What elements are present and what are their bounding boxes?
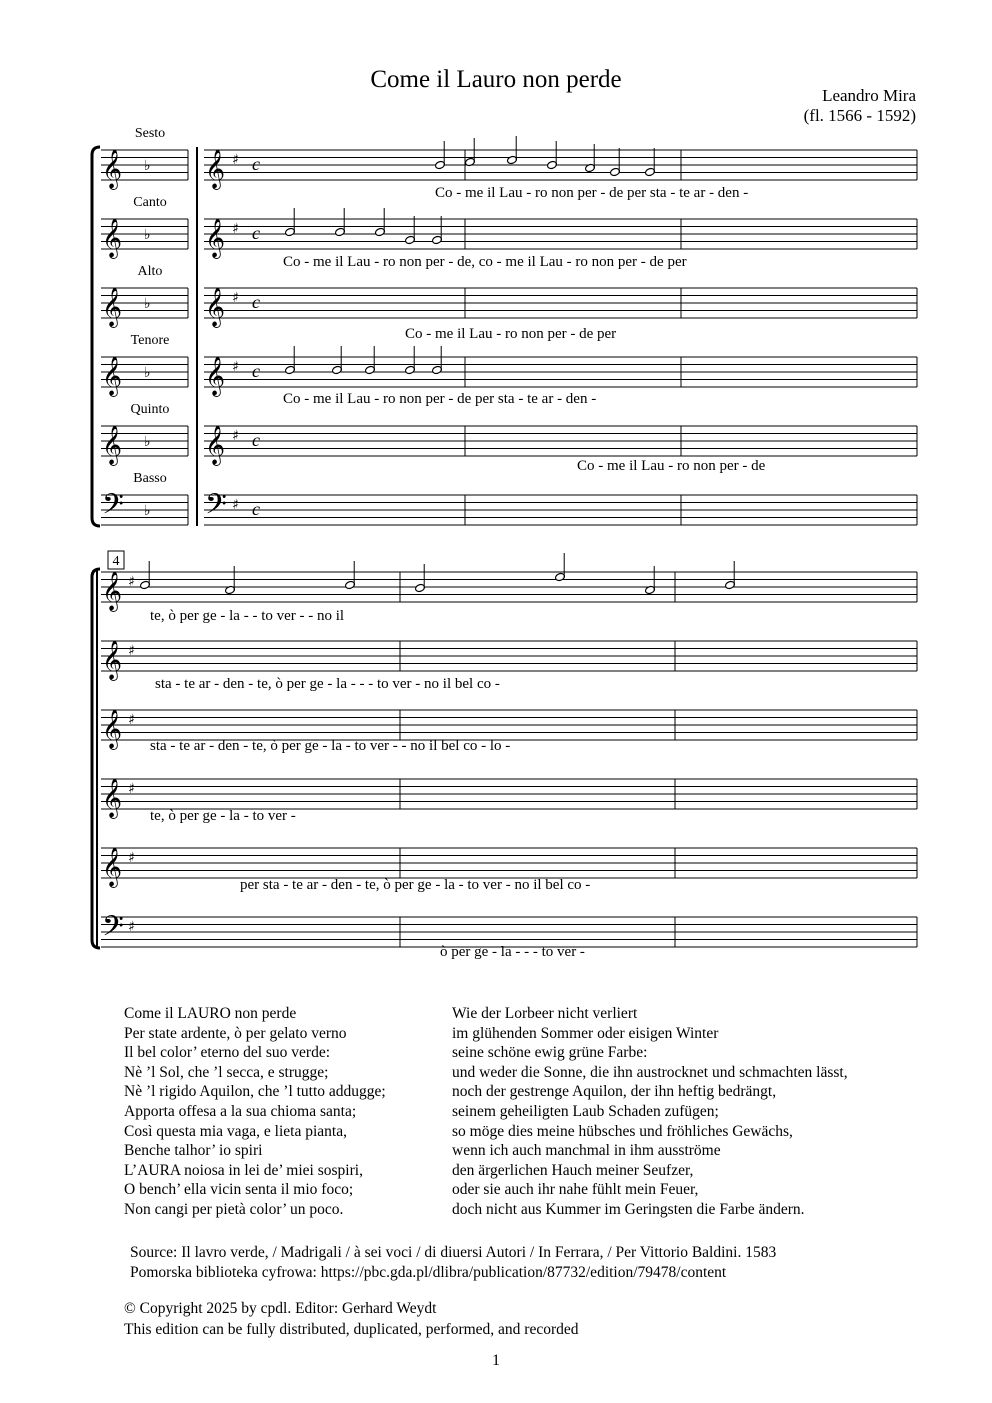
lyric-line: te, ò per ge - la - - to ver - - no il — [150, 608, 345, 624]
voice-staff — [101, 641, 917, 671]
poem-line: Nè ’l rigido Aquilon, che ’l tutto addugge; — [124, 1083, 386, 1101]
source-line: Source: Il lavro verde, / Madrigali / à sei voci / di diuersi Autori / In Ferrara, / Per Vittorio Baldini. 1583 — [130, 1244, 777, 1261]
voice-staff — [101, 848, 917, 878]
flat-icon: ♭ — [144, 158, 151, 174]
poem-line: so möge dies meine hübsches und fröhliches Gewächs, — [452, 1122, 793, 1140]
flat-icon: ♭ — [144, 365, 151, 381]
lyric-line: per sta - te ar - den - te, ò per ge - la - to ver - no il bel co - — [240, 877, 591, 893]
sharp-icon: ♯ — [128, 781, 135, 797]
treble-clef-icon: 𝄞 — [205, 356, 226, 396]
bass-clef-icon: 𝄢 — [102, 488, 124, 528]
sharp-icon: ♯ — [128, 643, 135, 659]
treble-clef-icon: 𝄞 — [102, 356, 123, 396]
sharp-icon: ♯ — [128, 712, 135, 728]
voice-staff — [204, 495, 917, 525]
time-signature: c — [252, 361, 260, 381]
voice-staff — [204, 150, 917, 180]
time-signature: c — [252, 292, 260, 312]
poem-line: oder sie auch ihr nahe fühlt mein Feuer, — [452, 1181, 699, 1199]
poem-line: doch nicht aus Kummer im Geringsten die Farbe ändern. — [452, 1200, 805, 1218]
poem-line: Benche talhor’ io spiri — [124, 1142, 263, 1160]
poem-italian — [124, 1004, 386, 1220]
lyric-line: Co - me il Lau - ro non per - de per — [405, 326, 617, 342]
sharp-icon: ♯ — [232, 290, 239, 306]
treble-clef-icon: 𝄞 — [102, 218, 123, 258]
voice-staff — [204, 288, 917, 318]
voice-label: Sesto — [134, 126, 166, 141]
voice-staff — [101, 779, 917, 809]
lyric-line: Co - me il Lau - ro non per - de — [577, 458, 766, 474]
poem-line: seinem geheiligten Laub Schaden zufügen; — [452, 1102, 719, 1120]
voice-label: Basso — [133, 471, 167, 486]
page-number: 1 — [492, 1352, 500, 1369]
poem-line: Non cangi per pietà color’ un poco. — [124, 1200, 344, 1218]
copyright-line: © Copyright 2025 by cpdl. Editor: Gerhard Weydt — [124, 1300, 437, 1317]
sharp-icon: ♯ — [232, 497, 239, 513]
lyric-line: sta - te ar - den - te, ò per ge - la - to ver - - no il bel co - lo - — [150, 738, 511, 754]
treble-clef-icon: 𝄞 — [102, 149, 123, 189]
treble-clef-icon: 𝄞 — [102, 778, 123, 818]
treble-clef-icon: 𝄞 — [205, 425, 226, 465]
lyric-line: sta - te ar - den - te, ò per ge - la - - - to ver - no il bel co - — [155, 676, 500, 692]
treble-clef-icon: 𝄞 — [205, 218, 226, 258]
poem-line: wenn ich auch manchmal in ihm ausströme — [452, 1142, 721, 1160]
time-signature: c — [252, 430, 260, 450]
poem-line: seine schöne ewig grüne Farbe: — [452, 1044, 648, 1062]
system-bracket — [92, 147, 100, 526]
poem-line: Come il LAURO non perde — [124, 1005, 297, 1022]
voice-staff — [101, 572, 917, 602]
composer-dates: (fl. 1566 - 1592) — [803, 106, 916, 125]
source-link[interactable]: Pomorska biblioteka cyfrowa: https://pbc.gda.pl/dlibra/publication/87732/edition/79478/content — [130, 1264, 727, 1281]
poem-line: im glühenden Sommer oder eisigen Winter — [452, 1024, 719, 1042]
time-signature: c — [252, 223, 260, 243]
time-signature: c — [252, 499, 260, 519]
lyric-line: ò per ge - la - - - to ver - — [440, 944, 585, 960]
voice-staff — [101, 710, 917, 740]
voice-label: Canto — [133, 195, 167, 210]
treble-clef-icon: 𝄞 — [102, 287, 123, 327]
sharp-icon: ♯ — [128, 919, 135, 935]
sharp-icon: ♯ — [128, 850, 135, 866]
poem-line: Per state ardente, ò per gelato verno — [124, 1024, 347, 1042]
sharp-icon: ♯ — [232, 359, 239, 375]
poem-line: Nè ’l Sol, che ’l secca, e strugge; — [124, 1063, 329, 1081]
sharp-icon: ♯ — [232, 428, 239, 444]
voice-label: Quinto — [130, 402, 170, 417]
poem-line: Wie der Lorbeer nicht verliert — [452, 1005, 638, 1022]
treble-clef-icon: 𝄞 — [205, 287, 226, 327]
lyric-line: te, ò per ge - la - to ver - — [150, 808, 296, 824]
sharp-icon: ♯ — [128, 574, 135, 590]
voice-staff — [204, 357, 917, 387]
poem-german — [452, 1004, 848, 1220]
bass-clef-icon: 𝄢 — [205, 488, 227, 528]
voice-label: Tenore — [130, 333, 170, 348]
voice-staff — [101, 917, 917, 947]
lyric-line: Co - me il Lau - ro non per - de per sta - te ar - den - — [283, 391, 597, 407]
source-note — [130, 1243, 776, 1283]
treble-clef-icon: 𝄞 — [102, 847, 123, 887]
bass-clef-icon: 𝄢 — [102, 910, 124, 950]
poem-line: Il bel color’ eterno del suo verde: — [124, 1044, 331, 1062]
measure-number: 4 — [112, 554, 120, 569]
poem-line: O bench’ ella vicin senta il mio foco; — [124, 1181, 354, 1199]
treble-clef-icon: 𝄞 — [102, 571, 123, 611]
poem-line: L’AURA noiosa in lei de’ miei sospiri, — [124, 1161, 363, 1179]
flat-icon: ♭ — [144, 227, 151, 243]
lyric-line: Co - me il Lau - ro non per - de, co - me il Lau - ro non per - de per — [283, 254, 687, 270]
copyright-note — [124, 1298, 579, 1340]
poem-line: noch der gestrenge Aquilon, der ihn heftig bedrängt, — [452, 1083, 777, 1101]
voice-staff — [204, 426, 917, 456]
poem-line: Così questa mia vaga, e lieta pianta, — [124, 1122, 347, 1140]
poem-line: den ärgerlichen Hauch meiner Seufzer, — [452, 1161, 694, 1179]
voice-staff — [204, 219, 917, 249]
sharp-icon: ♯ — [232, 221, 239, 237]
sharp-icon: ♯ — [232, 152, 239, 168]
flat-icon: ♭ — [144, 296, 151, 312]
treble-clef-icon: 𝄞 — [102, 640, 123, 680]
piece-title: Come il Lauro non perde — [370, 66, 622, 93]
composer-name: Leandro Mira — [822, 86, 916, 105]
poem-line: Apporta offesa a la sua chioma santa; — [124, 1102, 357, 1120]
treble-clef-icon: 𝄞 — [102, 709, 123, 749]
license-line: This edition can be fully distributed, duplicated, performed, and recorded — [124, 1321, 579, 1338]
flat-icon: ♭ — [144, 503, 151, 519]
flat-icon: ♭ — [144, 434, 151, 450]
treble-clef-icon: 𝄞 — [205, 149, 226, 189]
time-signature: c — [252, 154, 260, 174]
treble-clef-icon: 𝄞 — [102, 425, 123, 465]
lyric-line: Co - me il Lau - ro non per - de per sta - te ar - den - — [435, 185, 749, 201]
poem-line: und weder die Sonne, die ihn austrocknet und schmachten lässt, — [452, 1063, 848, 1081]
voice-label: Alto — [137, 264, 163, 279]
